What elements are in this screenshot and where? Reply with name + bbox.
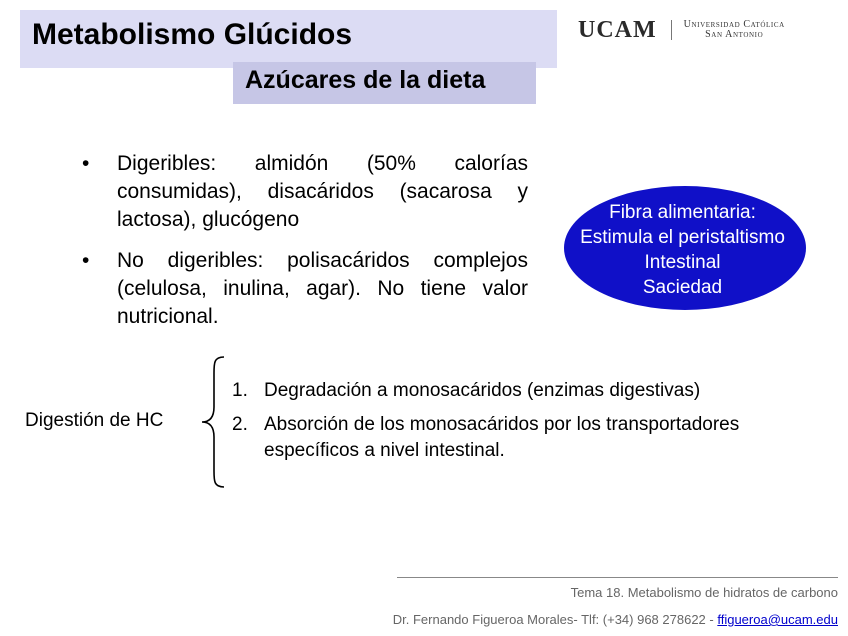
- bullet-marker: •: [82, 249, 90, 272]
- callout-line: Intestinal: [644, 252, 721, 273]
- logo-line-1: Universidad Católica: [683, 19, 785, 30]
- callout-line: Saciedad: [642, 277, 723, 298]
- callout-line: Estimula el peristaltismo: [580, 227, 785, 248]
- brace-path: [202, 357, 224, 487]
- logo-divider: [671, 20, 672, 40]
- bullet-marker: •: [82, 152, 90, 175]
- footer-email-link[interactable]: ffigueroa@ucam.edu: [717, 612, 838, 627]
- digestion-label: Digestión de HC: [25, 410, 164, 431]
- bullet-text: Digeribles: almidón (50% calorías consumidas), disacáridos (sacarosa y lactosa), glucógeno: [117, 152, 528, 231]
- bullet-text: No digeribles: polisacáridos complejos (celulosa, inulina, agar). No tiene valor nutricional.: [117, 249, 528, 328]
- footer-divider: [397, 577, 838, 578]
- footer-topic: Tema 18. Metabolismo de hidratos de carbono: [570, 585, 838, 600]
- step-number: 1.: [232, 380, 248, 401]
- logo-university-name: [684, 20, 785, 40]
- fiber-callout-text: [545, 200, 820, 300]
- ucam-logo: [578, 18, 785, 42]
- slide-subtitle: Azúcares de la dieta: [245, 66, 486, 94]
- callout-line: Fibra alimentaria:: [609, 202, 756, 223]
- logo-wordmark: UCAM: [578, 16, 657, 43]
- slide-title: Metabolismo Glúcidos: [32, 18, 353, 51]
- digestion-step: [232, 378, 812, 404]
- footer-author-text: Dr. Fernando Figueroa Morales- Tlf: (+34) 968 278622 -: [392, 612, 718, 627]
- digestion-step: [232, 412, 812, 464]
- bullet-item: [82, 247, 528, 331]
- footer-author: [393, 612, 838, 627]
- step-text: Absorción de los monosacáridos por los transportadores específicos a nivel intestinal.: [264, 414, 740, 461]
- left-curly-brace: [200, 355, 230, 489]
- logo-line-2: San Antonio: [705, 29, 764, 40]
- step-text: Degradación a monosacáridos (enzimas digestivas): [264, 380, 701, 401]
- step-number: 2.: [232, 414, 248, 435]
- sugar-bullet-list: [82, 150, 528, 344]
- bullet-item: [82, 150, 528, 234]
- digestion-steps-list: [232, 378, 812, 472]
